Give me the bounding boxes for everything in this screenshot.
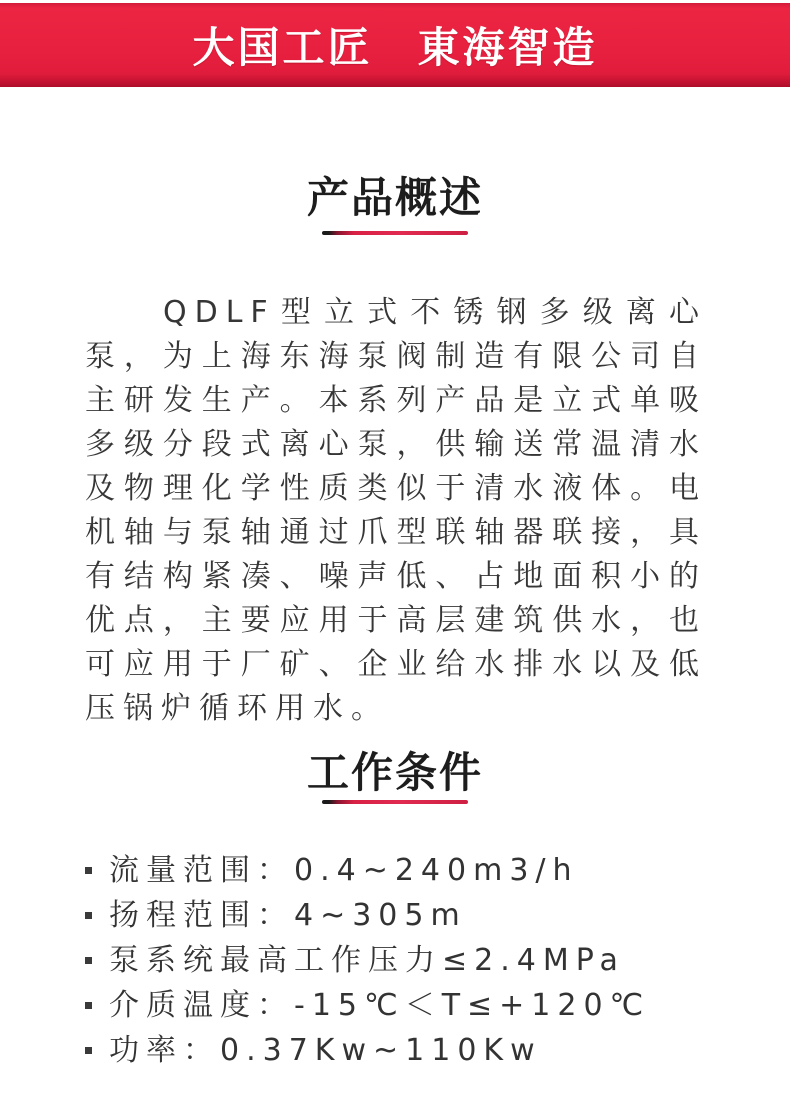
bullet-dot-icon: [85, 912, 92, 919]
banner-title: 大国工匠 東海智造: [192, 23, 598, 72]
spec-text: 泵系统最高工作压力≤2.4MPa: [109, 943, 625, 978]
bullet-dot-icon: [85, 1002, 92, 1009]
spec-text: 介质温度：-15℃＜T≤+120℃: [109, 988, 651, 1023]
list-item-power-range: [85, 1028, 725, 1073]
top-banner: [0, 3, 790, 87]
product-overview-paragraph: QDLF型立式不锈钢多级离心泵，为上海东海泵阀制造有限公司自主研发生产。本系列产品是立式单吸多级分段式离心泵，供输送常温清水及物理化学性质类似于清水液体。电机轴与泵轴通过爪型联轴器联接，具有结构紧凑、噪声低、占地面积小的优点，主要应用于高层建筑供水，也可应用于厂矿、企业给水排水以及低压锅炉循环用水。: [85, 295, 707, 726]
bullet-dot-icon: [85, 957, 92, 964]
spec-text: 流量范围：0.4~240m3/h: [109, 853, 579, 888]
title-underline-overview: [322, 231, 468, 235]
list-item-head-range: [85, 893, 725, 938]
title-underline-conditions: [322, 800, 468, 804]
spec-list: [85, 848, 725, 1073]
spec-text: 扬程范围：4~305m: [109, 898, 467, 933]
bullet-dot-icon: [85, 1047, 92, 1054]
section-title-overview: 产品概述: [306, 173, 483, 222]
spec-text: 功率：0.37Kw~110Kw: [109, 1033, 542, 1068]
bullet-dot-icon: [85, 867, 92, 874]
list-item-flow-range: [85, 848, 725, 893]
list-item-medium-temperature: [85, 983, 725, 1028]
section-title-conditions: 工作条件: [306, 748, 483, 797]
list-item-max-pressure: [85, 938, 725, 983]
